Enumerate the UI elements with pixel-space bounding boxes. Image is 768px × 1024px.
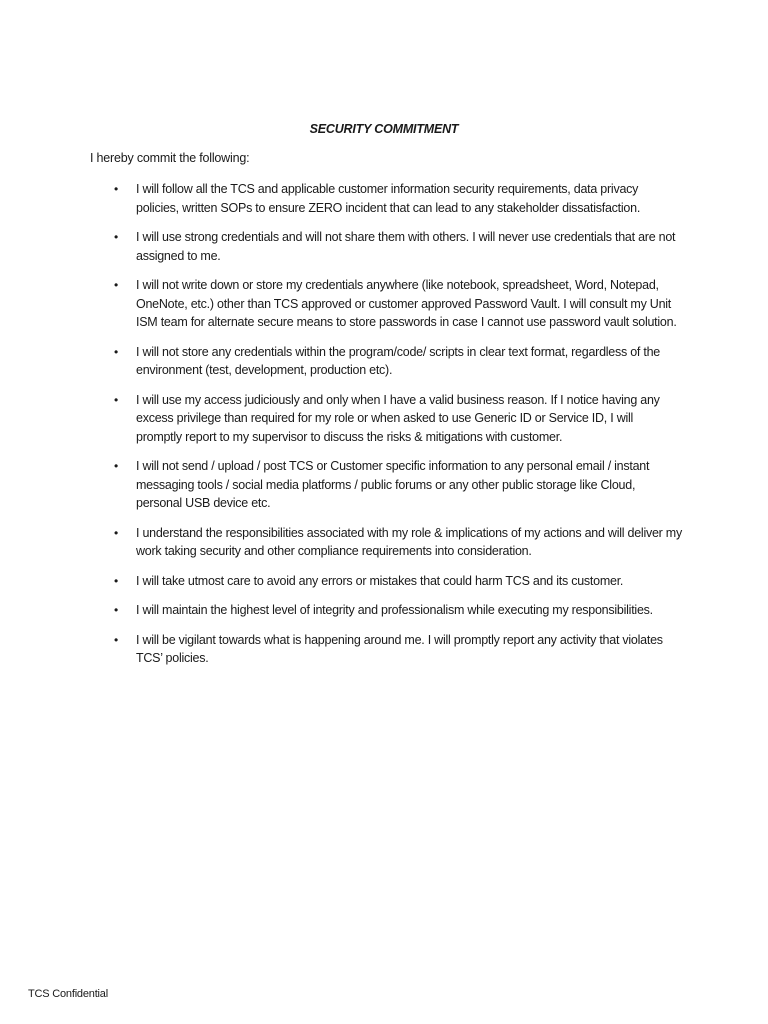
footer-confidential-label: TCS Confidential — [28, 988, 108, 1000]
commitment-item — [0, 524, 768, 561]
document-title: SECURITY COMMITMENT — [309, 122, 459, 136]
commitment-text: I will not store any credentials within the program/code/ scripts in clear text format, regardless of the environment (test, development, production etc). — [136, 344, 660, 377]
commitment-text: I will not send / upload / post TCS or Customer specific information to any personal email / instant messaging tools / social media platforms / public forums or any other public storage like Cloud, personal USB device etc. — [136, 459, 650, 510]
bullet-icon: • — [114, 603, 118, 617]
commitment-item — [0, 228, 768, 265]
commitment-text: I will take utmost care to avoid any errors or mistakes that could harm TCS and its customer. — [136, 573, 624, 588]
commitment-text: I will use strong credentials and will not share them with others. I will never use credentials that are not assigned to me. — [136, 230, 676, 263]
commitment-item — [0, 276, 768, 332]
commitment-text: I understand the responsibilities associated with my role & implications of my actions and will deliver my work taking security and other compliance requirements into consideration. — [136, 525, 682, 558]
bullet-icon: • — [114, 573, 118, 588]
commitment-text: I will use my access judiciously and only when I have a valid business reason. If I notice having any excess privilege than required for my role or when asked to use Generic ID or Service ID, I will promptly report to my supervisor to discuss the risks & mitigations with customer. — [136, 392, 660, 444]
bullet-icon: • — [114, 525, 118, 540]
intro-text: I hereby commit the following: — [90, 151, 250, 165]
commitment-list — [0, 180, 768, 679]
commitment-item — [0, 180, 768, 217]
commitment-item — [0, 631, 768, 668]
bullet-icon: • — [114, 459, 118, 473]
bullet-icon: • — [114, 230, 118, 244]
commitment-item — [0, 457, 768, 513]
commitment-text: I will be vigilant towards what is happening around me. I will promptly report any activity that violates TCS’ policies. — [136, 632, 663, 665]
commitment-text: I will follow all the TCS and applicable customer information security requirements, data privacy policies, written SOPs to ensure ZERO incident that can lead to any stakeholder dissatisfaction. — [136, 182, 641, 215]
commitment-item — [0, 601, 768, 620]
bullet-icon: • — [114, 632, 118, 647]
commitment-item — [0, 391, 768, 447]
commitment-item — [0, 343, 768, 380]
commitment-item — [0, 572, 768, 591]
commitment-text: I will maintain the highest level of integrity and professionalism while executing my responsibilities. — [136, 603, 653, 617]
bullet-icon: • — [114, 344, 118, 359]
bullet-icon: • — [114, 278, 118, 292]
commitment-text: I will not write down or store my credentials anywhere (like notebook, spreadsheet, Word, Notepad, OneNote, etc.) other than TCS approved or customer approved Password Vault. I will consult my Unit ISM team for alternate secure means to store passwords in case I cannot use password vault solution. — [136, 278, 677, 329]
bullet-icon: • — [114, 392, 118, 407]
bullet-icon: • — [114, 182, 118, 196]
